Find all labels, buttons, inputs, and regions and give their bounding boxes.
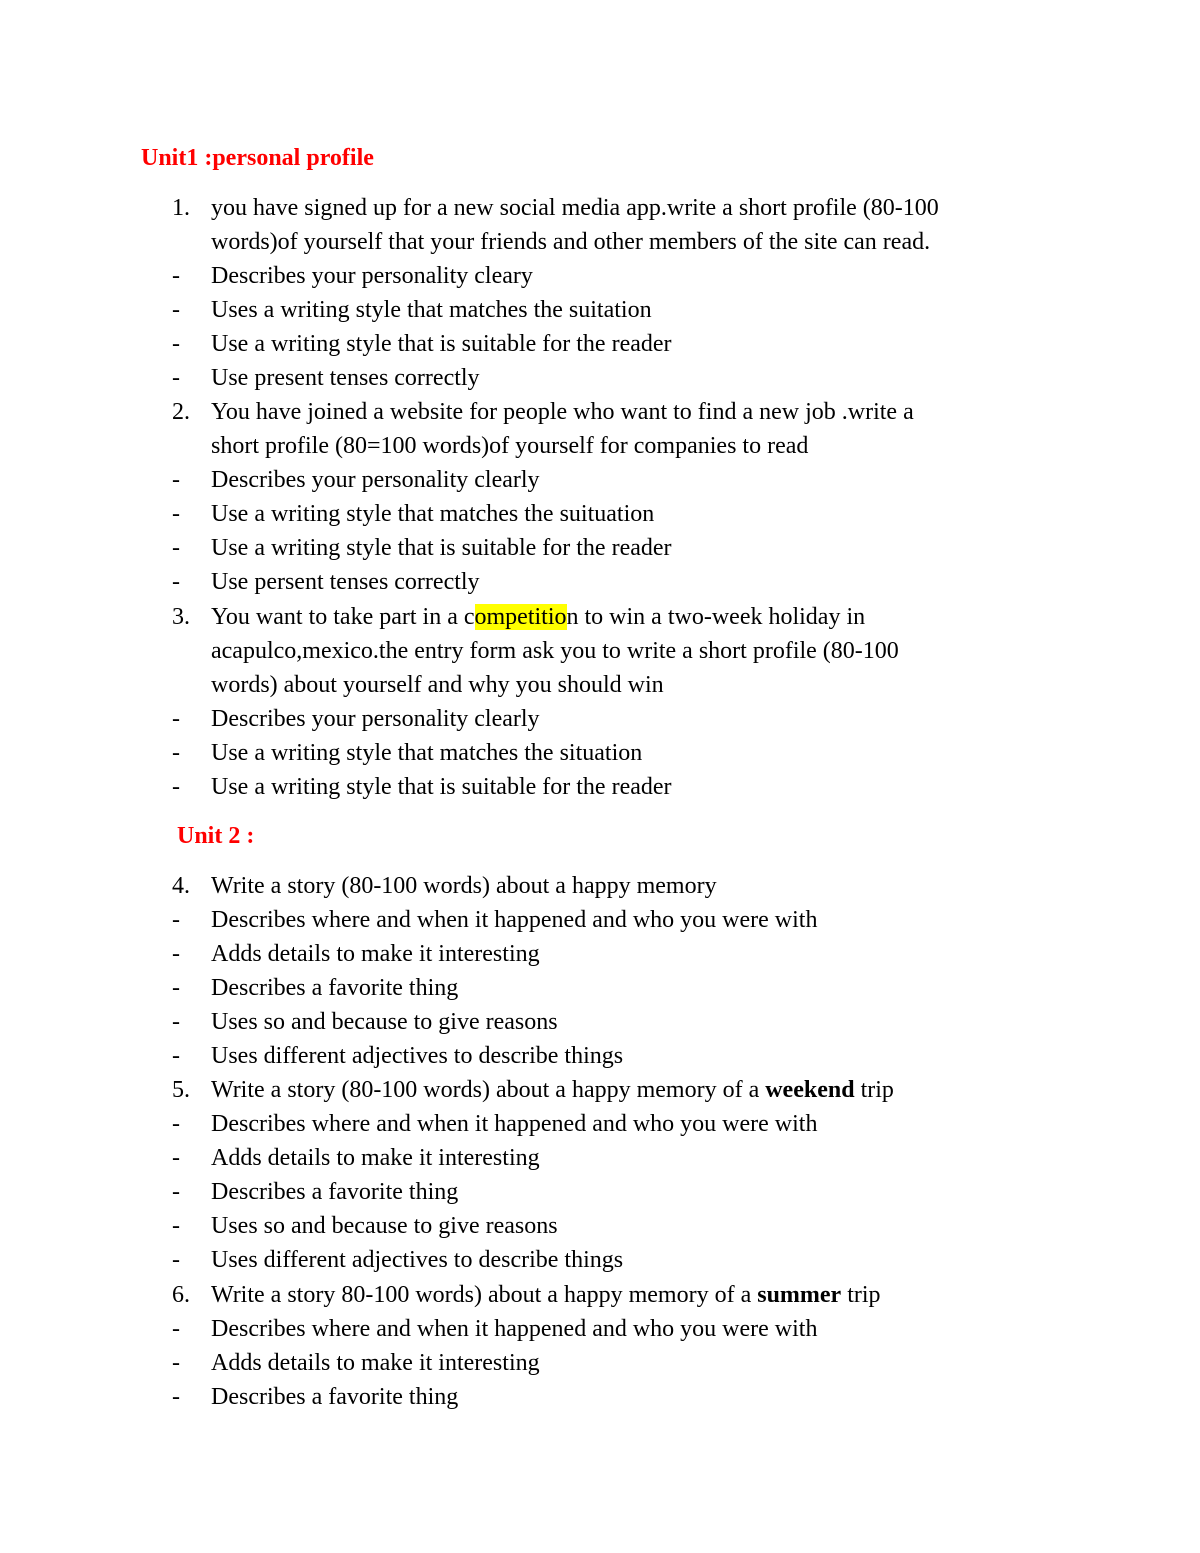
criterion-text: Describes a favorite thing (211, 1384, 459, 1410)
task5-text-after: trip (854, 1077, 894, 1103)
task5-bold-word: weekend (765, 1077, 855, 1103)
task5-number: 5. (172, 1077, 190, 1103)
task3-text-2: acapulco,mexico.the entry form ask you to write a short profile (80-100 (211, 638, 899, 664)
bullet-dash: - (172, 501, 180, 527)
highlighted-word: ompetitio (474, 604, 567, 630)
criterion-text: Uses so and because to give reasons (211, 1213, 558, 1239)
bullet-dash: - (172, 1145, 180, 1171)
criterion-text: Uses different adjectives to describe things (211, 1043, 624, 1069)
criterion-text: Use persent tenses correctly (211, 569, 480, 595)
bullet-dash: - (172, 1213, 180, 1239)
bullet-dash: - (172, 740, 180, 766)
task3-text-1 (211, 600, 865, 634)
bullet-dash: - (172, 975, 180, 1001)
task2-number: 2. (172, 399, 190, 425)
criterion-text: Use a writing style that is suitable for the reader (211, 535, 672, 561)
task1-text-2: words)of yourself that your friends and other members of the site can read. (211, 229, 931, 255)
task2-text-1: You have joined a website for people who want to find a new job .write a (211, 399, 914, 425)
bullet-dash: - (172, 907, 180, 933)
criterion-text: Use a writing style that is suitable for the reader (211, 331, 672, 357)
task5-text-1 (211, 1073, 894, 1107)
task1-number: 1. (172, 195, 190, 221)
criterion-text: Use a writing style that matches the suituation (211, 501, 655, 527)
bullet-dash: - (172, 535, 180, 561)
bullet-dash: - (172, 706, 180, 732)
task5-text-before: Write a story (80-100 words) about a happy memory of a (211, 1077, 766, 1103)
bullet-dash: - (172, 1009, 180, 1035)
task2-text-2: short profile (80=100 words)of yourself for companies to read (211, 433, 809, 459)
task1-text-1: you have signed up for a new social media app.write a short profile (80-100 (211, 195, 939, 221)
criterion-text: Describes a favorite thing (211, 975, 459, 1001)
bullet-dash: - (172, 1111, 180, 1137)
bullet-dash: - (172, 263, 180, 289)
bullet-dash: - (172, 1316, 180, 1342)
task3-text-3: words) about yourself and why you should win (211, 672, 664, 698)
task3-text-before: You want to take part in a c (211, 604, 475, 630)
bullet-dash: - (172, 365, 180, 391)
criterion-text: Uses so and because to give reasons (211, 1009, 558, 1035)
task3-text-after: n to win a two-week holiday in (566, 604, 866, 630)
bullet-dash: - (172, 1179, 180, 1205)
bullet-dash: - (172, 1247, 180, 1273)
criterion-text: Describes your personality clearly (211, 467, 540, 493)
bullet-dash: - (172, 467, 180, 493)
criterion-text: Use a writing style that matches the situation (211, 740, 643, 766)
criterion-text: Adds details to make it interesting (211, 1350, 540, 1376)
criterion-text: Use a writing style that is suitable for the reader (211, 774, 672, 800)
criterion-text: Uses a writing style that matches the suitation (211, 297, 652, 323)
criterion-text: Uses different adjectives to describe things (211, 1247, 624, 1273)
task3-number: 3. (172, 604, 190, 630)
bullet-dash: - (172, 1384, 180, 1410)
criterion-text: Describes where and when it happened and who you were with (211, 1316, 818, 1342)
bullet-dash: - (172, 1043, 180, 1069)
criterion-text: Describes where and when it happened and who you were with (211, 1111, 818, 1137)
task6-text-1 (211, 1278, 881, 1312)
bullet-dash: - (172, 941, 180, 967)
criterion-text: Describes where and when it happened and who you were with (211, 907, 818, 933)
criterion-text: Describes your personality clearly (211, 706, 540, 732)
task6-bold-word: summer (757, 1282, 842, 1308)
task6-number: 6. (172, 1282, 190, 1308)
criterion-text: Adds details to make it interesting (211, 941, 540, 967)
unit1-heading: Unit1 :personal profile (141, 145, 374, 171)
criterion-text: Adds details to make it interesting (211, 1145, 540, 1171)
criterion-text: Describes your personality cleary (211, 263, 533, 289)
criterion-text: Describes a favorite thing (211, 1179, 459, 1205)
task6-text-after: trip (841, 1282, 881, 1308)
criterion-text: Use present tenses correctly (211, 365, 480, 391)
task6-text-before: Write a story 80-100 words) about a happy memory of a (211, 1282, 758, 1308)
bullet-dash: - (172, 569, 180, 595)
bullet-dash: - (172, 774, 180, 800)
unit2-heading: Unit 2 : (177, 823, 255, 849)
task4-number: 4. (172, 873, 190, 899)
task4-text-1: Write a story (80-100 words) about a happy memory (211, 873, 717, 899)
bullet-dash: - (172, 297, 180, 323)
bullet-dash: - (172, 331, 180, 357)
bullet-dash: - (172, 1350, 180, 1376)
